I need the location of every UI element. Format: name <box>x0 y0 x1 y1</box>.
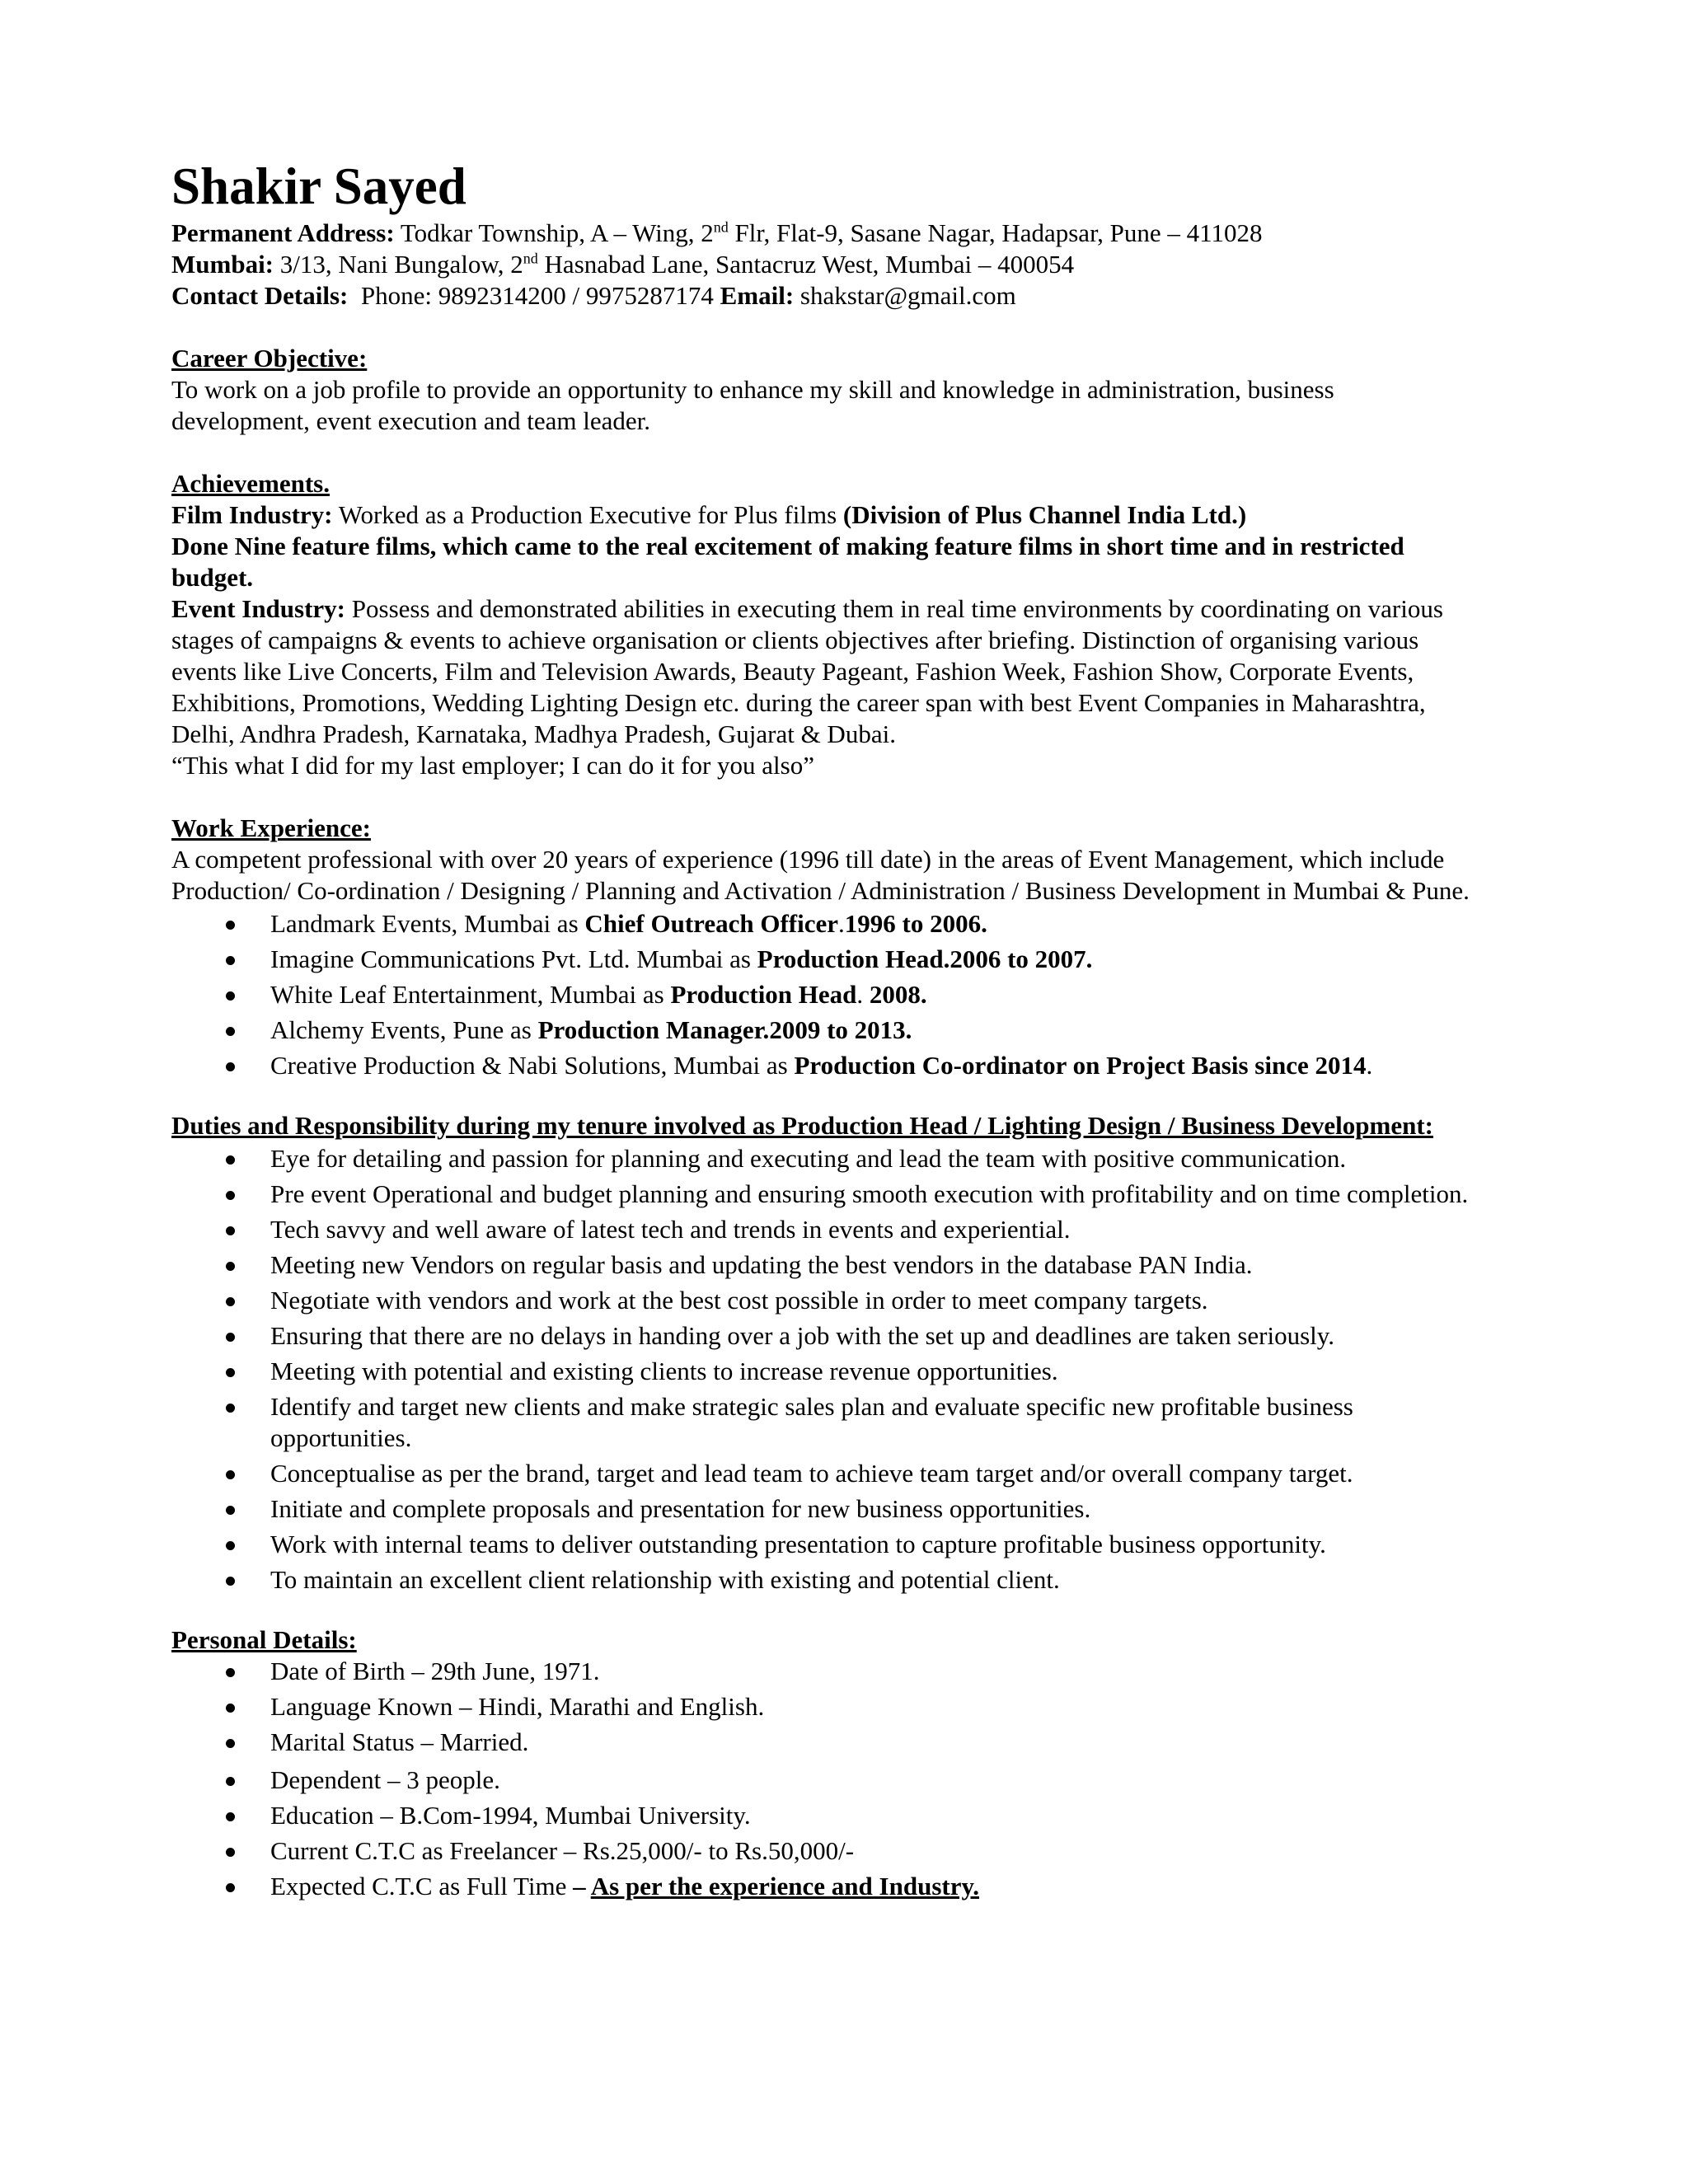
objective-line: To work on a job profile to provide an opportunity to enhance my skill and knowledge in administration, business <box>171 375 1334 404</box>
event-industry-line: stages of campaigns & events to achieve organisation or clients objectives after briefing. Distinction of organising various <box>171 626 1419 654</box>
bullet-icon <box>226 1297 235 1306</box>
event-industry-line: events like Live Concerts, Film and Television Awards, Beauty Pageant, Fashion Week, Fashion Show, Corporate Events, <box>171 657 1414 686</box>
expected-ctc-value: As per the experience and Industry. <box>590 1872 980 1900</box>
job-item: Creative Production & Nabi Solutions, Mumbai as Production Co-ordinator on Project Basis since 2014. <box>171 1050 1573 1081</box>
bullet-icon <box>226 1704 235 1713</box>
duty-item: Conceptualise as per the brand, target and lead team to achieve team target and/or overall company target. <box>171 1458 1573 1489</box>
bullet-icon <box>226 1470 235 1479</box>
personal-item: Date of Birth – 29th June, 1971. <box>171 1656 1573 1687</box>
candidate-name: Shakir Sayed <box>171 157 467 215</box>
job-list <box>171 908 1573 1081</box>
bullet-icon <box>226 1668 235 1677</box>
bullet-icon <box>226 1262 235 1271</box>
personal-item: Language Known – Hindi, Marathi and English. <box>171 1691 1573 1722</box>
duties-heading: Duties and Responsibility during my tenure involved as Production Head / Lighting Design / Business Development: <box>171 1111 1433 1140</box>
bullet-icon <box>226 1027 235 1036</box>
job-item: Alchemy Events, Pune as Production Manager.2009 to 2013. <box>171 1015 1573 1046</box>
work-experience-heading: Work Experience: <box>171 813 371 842</box>
job-item: White Leaf Entertainment, Mumbai as Production Head. 2008. <box>171 979 1573 1010</box>
bullet-icon <box>226 921 235 930</box>
feature-films-line: Done Nine feature films, which came to the real excitement of making feature films in short time and in restricted <box>171 532 1404 560</box>
job-item: Imagine Communications Pvt. Ltd. Mumbai as Production Head.2006 to 2007. <box>171 944 1573 975</box>
duty-item: Meeting new Vendors on regular basis and updating the best vendors in the database PAN India. <box>171 1249 1573 1281</box>
event-industry: Event Industry: Possess and demonstrated abilities in executing them in real time environments by coordinating on various <box>171 594 1443 623</box>
bullet-icon <box>226 1368 235 1377</box>
permanent-address-label: Permanent Address: <box>171 218 395 247</box>
personal-item: Marital Status – Married. <box>171 1727 1573 1758</box>
contact-details <box>171 280 1573 312</box>
personal-details-list <box>171 1656 1573 1902</box>
bullet-icon <box>226 1062 235 1071</box>
bullet-icon <box>226 1506 235 1515</box>
personal-item: Dependent – 3 people. <box>171 1765 1573 1796</box>
personal-item: Current C.T.C as Freelancer – Rs.25,000/- to Rs.50,000/- <box>171 1835 1573 1867</box>
bullet-icon <box>226 1777 235 1786</box>
bullet-icon <box>226 1577 235 1586</box>
bullet-icon <box>226 1812 235 1821</box>
contact-details-label: Contact Details: <box>171 281 349 310</box>
personal-details-heading: Personal Details: <box>171 1625 357 1654</box>
bullet-icon <box>226 1226 235 1235</box>
duty-item: Negotiate with vendors and work at the best cost possible in order to meet company targets. <box>171 1285 1573 1316</box>
bullet-icon <box>226 956 235 965</box>
bullet-icon <box>226 1155 235 1165</box>
event-industry-line: Delhi, Andhra Pradesh, Karnataka, Madhya Pradesh, Gujarat & Dubai. <box>171 719 896 748</box>
job-item: Landmark Events, Mumbai as Chief Outreach Officer.1996 to 2006. <box>171 908 1573 940</box>
event-industry-line: Exhibitions, Promotions, Wedding Lighting Design etc. during the career span with best Event Companies in Maharashtra, <box>171 688 1426 717</box>
film-industry: Film Industry: Worked as a Production Executive for Plus films (Division of Plus Channel India Ltd.) <box>171 500 1247 529</box>
employer-quote: “This what I did for my last employer; I can do it for you also” <box>171 751 814 780</box>
bullet-icon <box>226 1404 235 1413</box>
phone-numbers: Phone: 9892314200 / 9975287174 <box>348 281 720 310</box>
objective-line: development, event execution and team leader. <box>171 406 651 435</box>
work-intro-line: Production/ Co-ordination / Designing / Planning and Activation / Administration / Business Development in Mumbai & Pune. <box>171 876 1470 905</box>
duty-item: To maintain an excellent client relationship with existing and potential client. <box>171 1564 1573 1596</box>
mumbai-address: Mumbai: 3/13, Nani Bungalow, 2nd Hasnabad Lane, Santacruz West, Mumbai – 400054 <box>171 250 1075 279</box>
duty-item: Eye for detailing and passion for planning and executing and lead the team with positive communication. <box>171 1143 1573 1174</box>
duty-item: Tech savvy and well aware of latest tech and trends in events and experiential. <box>171 1214 1573 1245</box>
career-objective-heading: Career Objective: <box>171 344 368 373</box>
personal-item: Expected C.T.C as Full Time – As per the experience and Industry. <box>171 1871 1573 1902</box>
mumbai-address-label: Mumbai: <box>171 250 274 279</box>
permanent-address: Permanent Address: Todkar Township, A – Wing, 2nd Flr, Flat-9, Sasane Nagar, Hadapsar, Pune – 411028 <box>171 218 1263 247</box>
bullet-icon <box>226 1739 235 1748</box>
email-address: shakstar@gmail.com <box>794 281 1016 310</box>
duty-item: Identify and target new clients and make strategic sales plan and evaluate specific new profitable business opportunities. <box>171 1391 1573 1454</box>
feature-films-line: budget. <box>171 563 254 592</box>
bullet-icon <box>226 1541 235 1550</box>
bullet-icon <box>226 1191 235 1200</box>
duty-item: Initiate and complete proposals and presentation for new business opportunities. <box>171 1493 1573 1525</box>
bullet-icon <box>226 991 235 1001</box>
duty-item: Pre event Operational and budget planning and ensuring smooth execution with profitability and on time completion. <box>171 1179 1573 1210</box>
resume-page <box>171 155 1573 1906</box>
duty-item: Ensuring that there are no delays in handing over a job with the set up and deadlines are taken seriously. <box>171 1320 1573 1352</box>
email-label: Email: <box>720 281 795 310</box>
duties-list <box>171 1143 1573 1596</box>
duty-item: Work with internal teams to deliver outstanding presentation to capture profitable business opportunity. <box>171 1529 1573 1560</box>
achievements-heading: Achievements. <box>171 469 330 498</box>
personal-item: Education – B.Com-1994, Mumbai University. <box>171 1800 1573 1831</box>
bullet-icon <box>226 1848 235 1857</box>
work-intro-line: A competent professional with over 20 years of experience (1996 till date) in the areas of Event Management, which include <box>171 845 1445 874</box>
bullet-icon <box>226 1883 235 1892</box>
bullet-icon <box>226 1333 235 1342</box>
duty-item: Meeting with potential and existing clients to increase revenue opportunities. <box>171 1356 1573 1387</box>
